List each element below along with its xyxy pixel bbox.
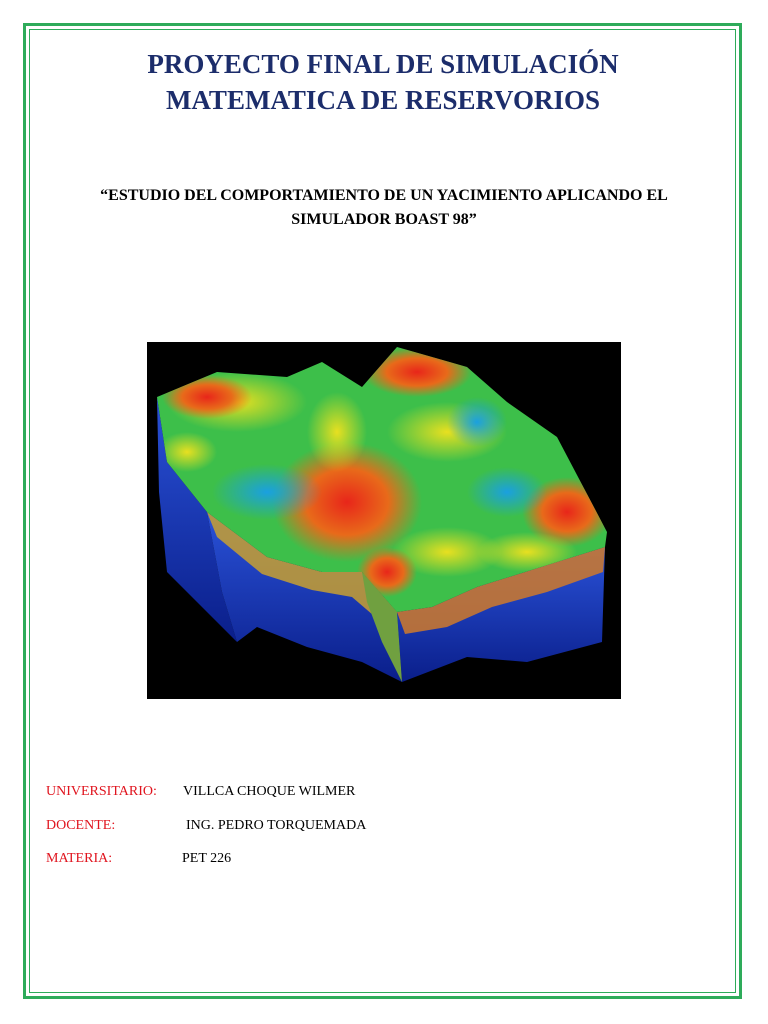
reservoir-3d-model-image — [147, 342, 621, 699]
info-value: ING. PEDRO TORQUEMADA — [186, 818, 367, 833]
document-title — [30, 46, 736, 118]
info-value: VILLCA CHOQUE WILMER — [183, 784, 356, 799]
info-label: MATERIA: — [46, 851, 113, 866]
title-line-2: MATEMATICA DE RESERVORIOS — [165, 85, 601, 115]
title-line-1: PROYECTO FINAL DE SIMULACIÓN — [147, 49, 619, 79]
subtitle-line-2: SIMULADOR BOAST 98” — [291, 211, 477, 228]
info-label: DOCENTE: — [46, 818, 116, 833]
info-label: UNIVERSITARIO: — [46, 784, 157, 799]
reservoir-model-svg — [147, 342, 621, 699]
document-subtitle — [60, 184, 708, 232]
subtitle-line-1: “ESTUDIO DEL COMPORTAMIENTO DE UN YACIMIENTO APLICANDO EL — [100, 187, 668, 204]
info-value: PET 226 — [182, 851, 232, 866]
